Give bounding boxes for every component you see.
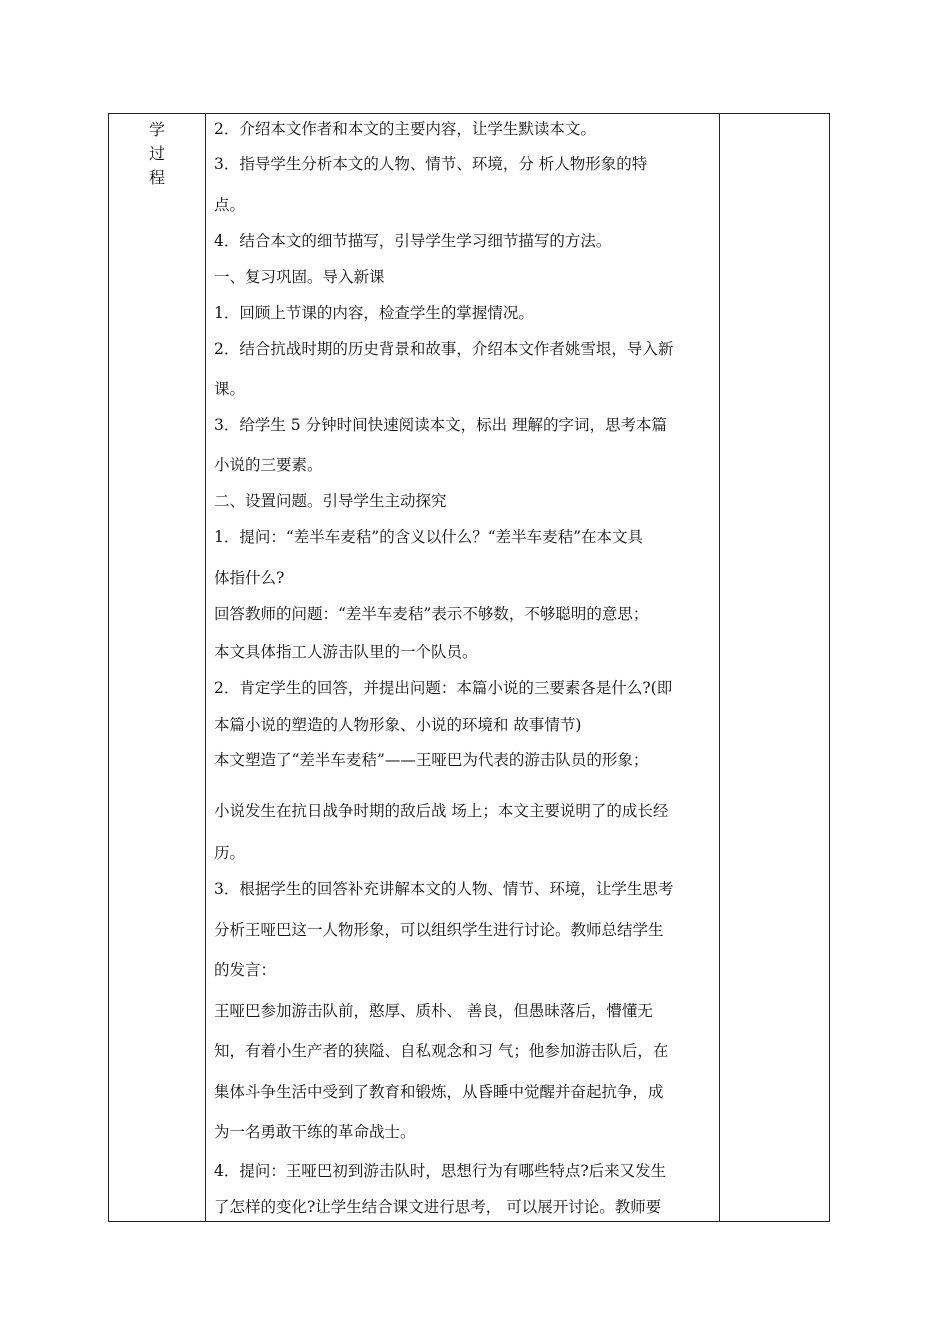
text-line: 4．提问：王哑巴初到游击队时，思想行为有哪些特点?后来又发生 xyxy=(214,1162,667,1180)
column-divider-right xyxy=(719,114,720,1221)
text-line: 1．提问：“差半车麦秸”的含义以什么？“差半车麦秸”在本文具 xyxy=(214,528,644,546)
text-line: 1．回顾上节课的内容，检查学生的掌握情况。 xyxy=(214,304,534,322)
text-line: 小说发生在抗日战争时期的敌后战 场上；本文主要说明了的成长经 xyxy=(214,802,669,820)
side-label-cell xyxy=(109,114,205,1221)
text-line: 小说的三要素。 xyxy=(214,456,323,474)
text-line: 本文塑造了“差半车麦秸”——王哑巴为代表的游击队员的形象； xyxy=(214,751,649,769)
text-line: 集体斗争生活中受到了教育和锻炼，从昏睡中觉醒并奋起抗争，成 xyxy=(214,1083,664,1101)
side-label-char: 过 xyxy=(148,144,165,163)
section-heading: 二、设置问题。引导学生主动探究 xyxy=(214,492,447,510)
text-line: 2．肯定学生的回答，并提出问题：本篇小说的三要素各是什么?(即 xyxy=(214,679,673,697)
text-line: 知，有着小生产者的狭隘、自私观念和习 气；他参加游击队后，在 xyxy=(214,1042,669,1060)
text-line: 为一名勇敢干练的革命战士。 xyxy=(214,1123,416,1141)
text-line: 了怎样的变化?让学生结合课文进行思考， 可以展开讨论。教师要 xyxy=(214,1198,662,1216)
text-line: 的发言： xyxy=(214,961,277,979)
text-line: 2．介绍本文作者和本文的主要内容，让学生默读本文。 xyxy=(214,120,596,138)
text-line: 本文具体指工人游击队里的一个队员。 xyxy=(214,643,478,661)
text-line: 4．结合本文的细节描写，引导学生学习细节描写的方法。 xyxy=(214,232,612,250)
text-line: 3．给学生 5 分钟时间快速阅读本文，标出 理解的字词，思考本篇 xyxy=(214,416,668,434)
text-line: 课。 xyxy=(214,380,246,398)
text-line: 回答教师的问题：“差半车麦秸”表示不够数，不够聪明的意思； xyxy=(214,605,649,623)
section-heading: 一、复习巩固。导入新课 xyxy=(214,268,385,286)
text-line: 3．指导学生分析本文的人物、情节、环境，分 析人物形象的特 xyxy=(214,155,648,173)
text-line: 本篇小说的塑造的人物形象、小说的环境和 故事情节) xyxy=(214,716,582,734)
text-line: 历。 xyxy=(214,844,246,862)
text-line: 体指什么? xyxy=(214,569,285,587)
lesson-table xyxy=(108,113,830,1222)
text-line: 3．根据学生的回答补充讲解本文的人物、情节、环境，让学生思考 xyxy=(214,880,674,898)
text-line: 王哑巴参加游击队前，憨厚、质朴、 善良，但愚昧落后，懵懂无 xyxy=(214,1002,653,1020)
text-line: 2．结合抗战时期的历史背景和故事，介绍本文作者姚雪垠，导入新 xyxy=(214,340,674,358)
text-line: 点。 xyxy=(214,196,246,214)
side-label-char: 学 xyxy=(148,120,165,139)
text-line: 分析王哑巴这一人物形象，可以组织学生进行讨论。教师总结学生 xyxy=(214,921,664,939)
side-label-char: 程 xyxy=(148,168,165,187)
content-cell xyxy=(206,114,718,1221)
